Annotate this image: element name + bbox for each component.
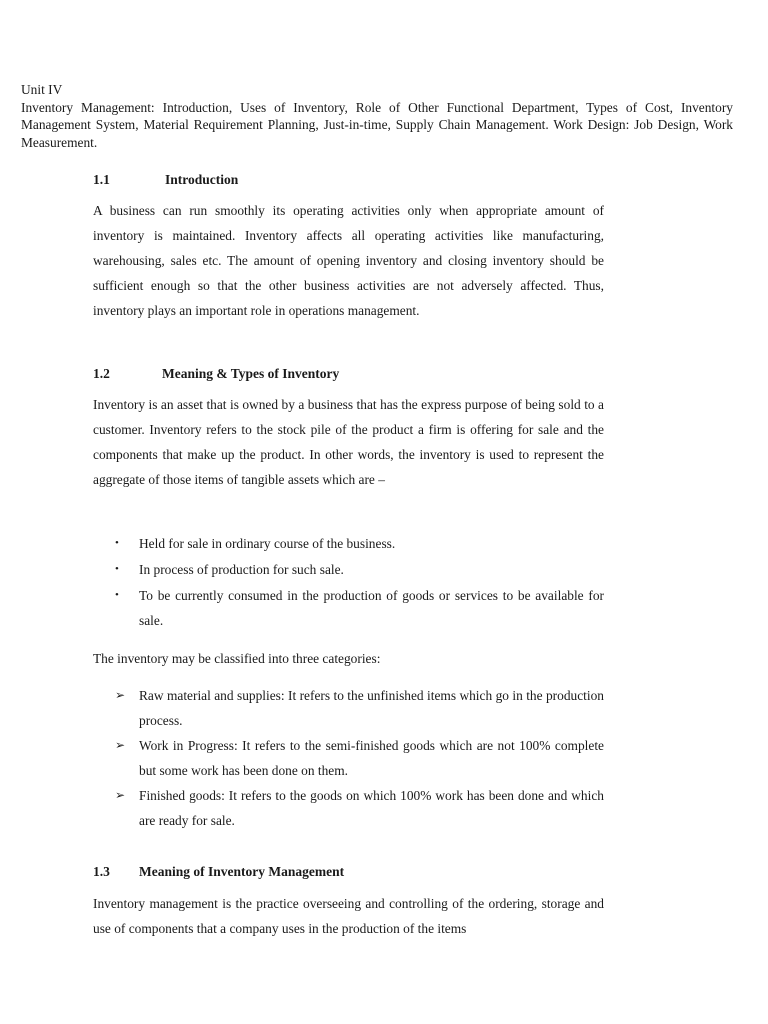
list-item-text: Raw material and supplies: It refers to the unfinished items which go in the production process. xyxy=(139,688,604,728)
section-title: Meaning of Inventory Management xyxy=(139,864,345,879)
list-item-text: In process of production for such sale. xyxy=(139,562,344,577)
section-heading-introduction xyxy=(93,171,238,189)
arrow-right-icon: ➢ xyxy=(115,738,126,752)
list-item xyxy=(93,783,604,833)
arrow-right-icon: ➢ xyxy=(115,688,126,702)
section-heading-meaning-types xyxy=(93,365,339,383)
inventory-category-list xyxy=(93,683,604,833)
section-number: 1.2 xyxy=(93,366,110,381)
list-item xyxy=(93,557,604,582)
bullet-dot-icon: • xyxy=(115,537,119,549)
list-item xyxy=(93,683,604,733)
unit-title: Unit IV xyxy=(21,82,63,97)
bullet-dot-icon: • xyxy=(115,589,119,601)
section-number: 1.3 xyxy=(93,864,110,879)
unit-topics: Inventory Management: Introduction, Uses of Inventory, Role of Other Functional Department, Types of Cost, Inventory Management System, Material Requirement Planning, Just-in-time, Supply Chain Management. Work Design: Job Design, Work Measurement. xyxy=(21,99,733,150)
list-item-text: Finished goods: It refers to the goods on which 100% work has been done and which are ready for sale. xyxy=(139,788,604,828)
introduction-paragraph: A business can run smoothly its operating activities only when appropriate amount of inventory is maintained. Inventory affects all operating activities like manufacturing, warehousing, sales etc. The amount of opening inventory and closing inventory should be sufficient enough so that the other business activities are not adversely affected. Thus, inventory plays an important role in operations management. xyxy=(93,203,604,318)
section-title: Meaning & Types of Inventory xyxy=(162,366,340,381)
section-heading-inventory-management xyxy=(93,863,344,881)
list-item-text: Held for sale in ordinary course of the business. xyxy=(139,536,396,551)
list-item-text: To be currently consumed in the production of goods or services to be available for sale. xyxy=(139,588,604,628)
list-item xyxy=(93,733,604,783)
list-item-text: Work in Progress: It refers to the semi-finished goods which are not 100% complete but some work has been done on them. xyxy=(139,738,604,778)
meaning-types-paragraph: Inventory is an asset that is owned by a business that has the express purpose of being sold to a customer. Inventory refers to the stock pile of the product a firm is offering for sale and the components that make up the product. In other words, the inventory is used to represent the aggregate of those items of tangible assets which are – xyxy=(93,397,604,487)
list-item xyxy=(93,531,604,556)
categories-intro: The inventory may be classified into three categories: xyxy=(93,651,381,666)
list-item xyxy=(93,583,604,633)
section-number: 1.1 xyxy=(93,172,110,187)
arrow-right-icon: ➢ xyxy=(115,788,126,802)
section-title: Introduction xyxy=(165,172,239,187)
unit-header xyxy=(21,81,733,151)
bullet-dot-icon: • xyxy=(115,563,119,575)
inventory-bullet-list xyxy=(93,531,604,633)
inventory-management-paragraph: Inventory management is the practice overseeing and controlling of the ordering, storage and use of components that a company uses in the production of the items xyxy=(93,896,604,936)
